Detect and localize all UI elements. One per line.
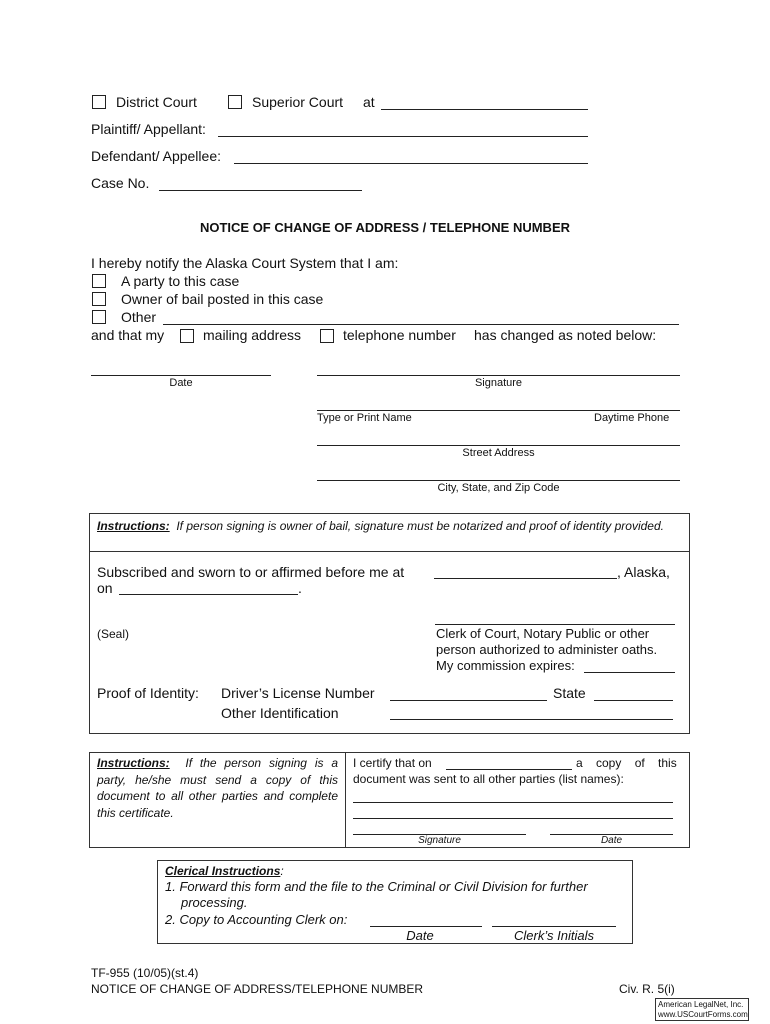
accounting-date-field[interactable] (370, 926, 482, 927)
certificate-signature-caption: Signature (418, 835, 461, 846)
clerk-line-1: Clerk of Court, Notary Public or other (436, 626, 650, 641)
defendant-label: Defendant/ Appellee: (91, 148, 221, 164)
court-location-field[interactable] (381, 109, 588, 110)
clerical-item-1: 1. Forward this form and the file to the Criminal or Civil Division for further (165, 879, 588, 894)
date-field[interactable] (91, 375, 271, 376)
commission-expires-label: My commission expires: (436, 658, 575, 673)
commission-expires-field[interactable] (584, 672, 675, 673)
seal-label: (Seal) (97, 627, 130, 641)
and-that-my-label: and that my (91, 327, 165, 343)
district-court-checkbox[interactable] (92, 95, 106, 109)
state-field[interactable] (594, 700, 673, 701)
date-caption: Date (169, 377, 193, 389)
changed-label: has changed as noted below: (474, 327, 657, 343)
party-checkbox[interactable] (92, 274, 106, 288)
party-names-field-2[interactable] (353, 818, 673, 819)
print-name-caption: Type or Print Name (317, 412, 412, 424)
drivers-license-label: Driver’s License Number (221, 685, 375, 701)
bail-owner-checkbox[interactable] (92, 292, 106, 306)
party-names-field-1[interactable] (353, 802, 673, 803)
case-no-field[interactable] (159, 190, 362, 191)
clerk-signature-field[interactable] (435, 624, 675, 625)
other-checkbox[interactable] (92, 310, 106, 324)
clerical-instructions-label: Clerical Instructions (165, 864, 281, 878)
form-footer-title: NOTICE OF CHANGE OF ADDRESS/TELEPHONE NUMBER (91, 982, 424, 996)
district-court-label: District Court (116, 94, 197, 110)
mailing-address-label: mailing address (203, 327, 302, 343)
daytime-phone-caption: Daytime Phone (594, 412, 670, 424)
certify-label: I certify that on (353, 756, 432, 770)
defendant-field[interactable] (234, 163, 588, 164)
telephone-label: telephone number (343, 327, 456, 343)
certify-date-field[interactable] (446, 769, 572, 770)
print-name-field[interactable] (317, 410, 680, 411)
plaintiff-field[interactable] (218, 136, 588, 137)
notary-instructions-label: Instructions: (97, 519, 170, 533)
other-id-label: Other Identification (221, 705, 339, 721)
case-no-label: Case No. (91, 175, 150, 191)
certificate-instructions (97, 755, 338, 821)
clerical-item-1-continued: processing. (181, 895, 248, 910)
drivers-license-field[interactable] (390, 700, 547, 701)
notary-location-field[interactable] (434, 578, 617, 579)
certificate-instructions-text: If the person signing is a party, he/she must send a copy of this document to all other parties and complete this certificate. (97, 756, 339, 820)
telephone-checkbox[interactable] (320, 329, 334, 343)
accounting-date-caption: Date (406, 928, 434, 943)
publisher-name: American LegalNet, Inc. (658, 1000, 744, 1009)
city-state-zip-field[interactable] (317, 480, 680, 481)
form-number: TF-955 (10/05)(st.4) (91, 966, 199, 980)
superior-court-checkbox[interactable] (228, 95, 242, 109)
clerical-colon: : (280, 864, 284, 878)
notary-date-field[interactable] (119, 594, 298, 595)
clerk-initials-field[interactable] (492, 926, 616, 927)
clerk-initials-caption: Clerk’s Initials (514, 928, 594, 943)
alaska-label: , Alaska, (617, 564, 670, 580)
bail-owner-option-label: Owner of bail posted in this case (121, 291, 324, 307)
sent-to-label: document was sent to all other parties (list names): (353, 772, 624, 786)
clerk-line-2: person authorized to administer oaths. (436, 642, 658, 657)
party-option-label: A party to this case (121, 273, 240, 289)
plaintiff-label: Plaintiff/ Appellant: (91, 121, 206, 137)
notary-instructions (97, 518, 685, 535)
state-label: State (553, 685, 586, 701)
street-address-field[interactable] (317, 445, 680, 446)
proof-identity-label: Proof of Identity: (97, 685, 199, 701)
city-state-zip-caption: City, State, and Zip Code (437, 482, 560, 494)
publisher-url: www.USCourtForms.com (658, 1010, 748, 1019)
period-label: . (298, 580, 302, 596)
mailing-address-checkbox[interactable] (180, 329, 194, 343)
copy-of-this-label: a copy of this (576, 756, 677, 770)
page-title: NOTICE OF CHANGE OF ADDRESS / TELEPHONE NUMBER (199, 220, 571, 235)
certificate-date-caption: Date (600, 835, 623, 846)
certificate-instructions-label: Instructions: (97, 756, 170, 770)
notary-instructions-text: If person signing is owner of bail, signature must be notarized and proof of identity provided. (176, 519, 664, 533)
clerical-instructions-heading (165, 864, 284, 878)
street-address-caption: Street Address (462, 447, 535, 459)
signature-field[interactable] (317, 375, 680, 376)
clerical-item-2: 2. Copy to Accounting Clerk on: (165, 912, 348, 927)
notary-divider (89, 551, 690, 552)
other-option-label: Other (121, 309, 157, 325)
other-field[interactable] (163, 324, 679, 325)
signature-caption: Signature (474, 377, 523, 389)
notify-intro: I hereby notify the Alaska Court System that I am: (91, 255, 399, 271)
at-label: at (363, 94, 375, 110)
certificate-divider (345, 752, 346, 848)
subscribed-label: Subscribed and sworn to or affirmed before me at (97, 564, 405, 580)
other-id-field[interactable] (390, 719, 673, 720)
superior-court-label: Superior Court (252, 94, 344, 110)
on-label: on (97, 580, 113, 596)
civil-rule: Civ. R. 5(i) (619, 982, 675, 996)
